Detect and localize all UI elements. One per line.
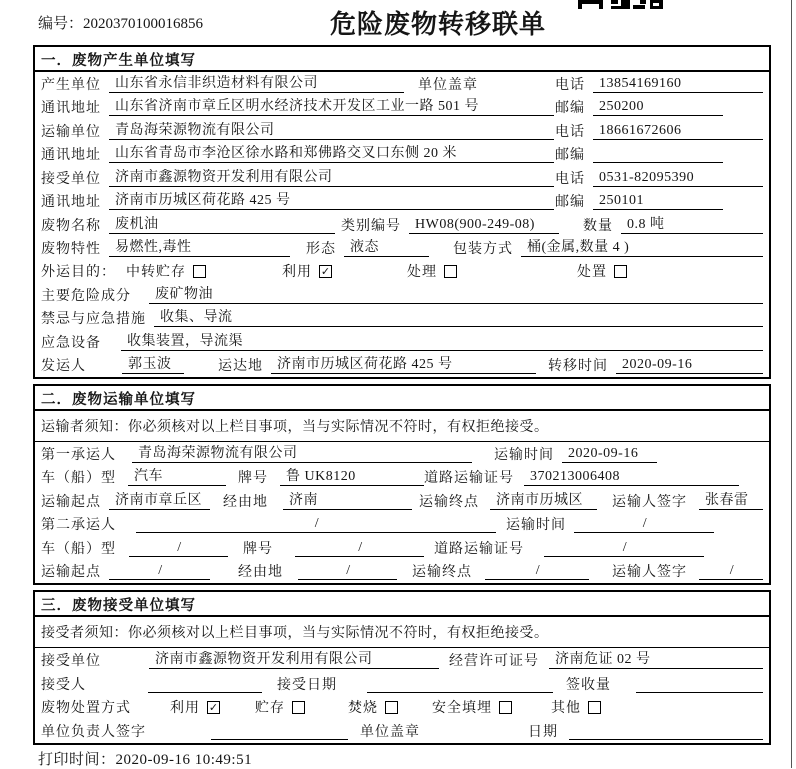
page-edge-line bbox=[791, 0, 792, 768]
carrier-sign-label: 运输人签字 bbox=[612, 494, 687, 510]
row-receiver bbox=[35, 166, 769, 189]
vehicle-label: 车（船）型 bbox=[41, 471, 116, 487]
option-label: 利用 bbox=[282, 265, 312, 281]
receive-unit-value: 济南市鑫源物资开发利用有限公司 bbox=[149, 651, 439, 669]
carrier2-permit-value: / bbox=[544, 539, 704, 557]
carrier1-sign-value: 张春雷 bbox=[699, 492, 763, 510]
recipient-value bbox=[148, 675, 262, 693]
packing-label: 包装方式 bbox=[453, 242, 513, 258]
row-carrier2 bbox=[35, 513, 769, 537]
producer-phone-value: 13854169160 bbox=[593, 75, 763, 93]
checkbox-dispose bbox=[614, 265, 627, 278]
receiver-zip-value: 250101 bbox=[593, 192, 723, 210]
terminus-label: 运输终点 bbox=[419, 494, 479, 510]
row-receiver-address bbox=[35, 189, 769, 212]
disposal-option-other bbox=[551, 697, 601, 717]
carrier-sign-label: 运输人签字 bbox=[612, 565, 687, 581]
carrier1-permit-value: 370213006408 bbox=[524, 468, 739, 486]
row-equipment bbox=[35, 330, 769, 353]
checkbox-utilize: ✓ bbox=[320, 264, 331, 278]
producer-address-value: 山东省济南市章丘区明水经济技术开发区工业一路 501 号 bbox=[109, 98, 554, 116]
option-label: 焚烧 bbox=[348, 701, 378, 717]
checkbox-transfer-storage bbox=[193, 265, 206, 278]
hazard-label: 主要危险成分 bbox=[41, 288, 131, 304]
purpose-option-treat bbox=[407, 261, 457, 281]
carrier1-plate-value: 鲁 UK8120 bbox=[280, 468, 424, 486]
purpose-option-dispose bbox=[577, 261, 627, 281]
row-receive-unit bbox=[35, 648, 769, 672]
section-transporter bbox=[33, 384, 771, 585]
equipment-value: 收集装置，导流渠 bbox=[121, 333, 763, 351]
road-permit-label: 道路运输证号 bbox=[424, 471, 514, 487]
waste-name-value: 废机油 bbox=[109, 216, 335, 234]
waste-name-label: 废物名称 bbox=[41, 218, 101, 234]
row-carrier1-route bbox=[35, 489, 769, 513]
plate-label: 牌号 bbox=[238, 471, 268, 487]
emergency-label: 禁忌与应急措施 bbox=[41, 312, 146, 328]
consignor-value: 郭玉波 bbox=[122, 356, 184, 374]
character-label: 废物特性 bbox=[41, 242, 101, 258]
seal-label: 单位盖章 bbox=[360, 725, 420, 741]
print-time-value: 2020-09-16 10:49:51 bbox=[115, 752, 253, 768]
option-label: 中转贮存 bbox=[126, 265, 186, 281]
date-label: 日期 bbox=[528, 725, 558, 741]
character-value: 易燃性,毒性 bbox=[109, 239, 290, 257]
section-receiver bbox=[33, 590, 771, 745]
carrier1-value: 青岛海荣源物流有限公司 bbox=[132, 445, 472, 463]
plate-label: 牌号 bbox=[243, 541, 273, 557]
origin-label: 运输起点 bbox=[41, 494, 101, 510]
row-carrier1 bbox=[35, 442, 769, 466]
checkbox-disposal-landfill bbox=[499, 701, 512, 714]
carrier2-origin-value: / bbox=[109, 562, 210, 580]
disposal-option-utilize bbox=[170, 697, 220, 717]
option-label: 利用 bbox=[170, 701, 200, 717]
checkbox-disposal-incinerate bbox=[385, 701, 398, 714]
final-date-value bbox=[569, 722, 763, 740]
purpose-option-utilize bbox=[282, 261, 332, 281]
transport-time-label: 运输时间 bbox=[494, 447, 554, 463]
category-label: 类别编号 bbox=[341, 218, 401, 234]
receiver-label: 接受单位 bbox=[41, 653, 101, 669]
page-title: 危险废物转移联单 bbox=[329, 10, 546, 39]
row-emergency bbox=[35, 307, 769, 330]
via-label: 经由地 bbox=[238, 565, 283, 581]
transport-time-label: 运输时间 bbox=[506, 518, 566, 534]
receiver-address-value: 济南市历城区荷花路 425 号 bbox=[109, 192, 554, 210]
disposal-label: 废物处置方式 bbox=[41, 701, 131, 717]
transporter-address-value: 山东省青岛市李沧区徐水路和郑佛路交叉口东侧 20 米 bbox=[109, 145, 554, 163]
checkbox-treat bbox=[444, 265, 457, 278]
transporter-phone-value: 18661672606 bbox=[593, 122, 763, 140]
row-carrier1-vehicle bbox=[35, 466, 769, 490]
producer-value: 山东省永信非织造材料有限公司 bbox=[109, 75, 404, 93]
equipment-label: 应急设备 bbox=[41, 335, 101, 351]
address-label: 通讯地址 bbox=[41, 195, 101, 211]
transporter-value: 青岛海荣源物流有限公司 bbox=[109, 122, 554, 140]
section-producer bbox=[33, 45, 771, 379]
row-purpose bbox=[35, 260, 769, 283]
section1-title: 一．废物产生单位填写 bbox=[35, 47, 769, 72]
option-label: 贮存 bbox=[255, 701, 285, 717]
qr-code-partial-icon bbox=[578, 0, 663, 9]
phone-label: 电话 bbox=[555, 124, 585, 140]
checkbox-disposal-other bbox=[588, 701, 601, 714]
row-carrier2-route bbox=[35, 560, 769, 584]
responsible-sign-value bbox=[211, 722, 348, 740]
carrier2-plate-value: / bbox=[295, 539, 424, 557]
option-label: 其他 bbox=[551, 701, 581, 717]
phone-label: 电话 bbox=[555, 171, 585, 187]
received-amount-label: 签收量 bbox=[566, 677, 611, 693]
option-label: 安全填埋 bbox=[432, 701, 492, 717]
row-producer bbox=[35, 72, 769, 95]
consignor-label: 发运人 bbox=[41, 359, 86, 375]
print-time bbox=[38, 748, 252, 769]
row-transporter bbox=[35, 119, 769, 142]
transfer-time-label: 转移时间 bbox=[548, 359, 608, 375]
form-label: 形态 bbox=[306, 242, 336, 258]
phone-label: 电话 bbox=[555, 77, 585, 93]
category-value: HW08(900-249-08) bbox=[409, 216, 559, 234]
carrier2-time-value: / bbox=[574, 515, 714, 533]
document-number-label: 编号： bbox=[38, 16, 84, 32]
origin-label: 运输起点 bbox=[41, 565, 101, 581]
form-value: 液态 bbox=[344, 239, 429, 257]
zip-label: 邮编 bbox=[555, 195, 585, 211]
carrier1-label: 第一承运人 bbox=[41, 447, 116, 463]
transporter-notice: 运输者须知：你必须核对以上栏目事项，当与实际情况不符时，有权拒绝接受。 bbox=[35, 411, 769, 442]
print-time-label: 打印时间： bbox=[38, 752, 116, 768]
row-transporter-address bbox=[35, 142, 769, 165]
destination-label: 运达地 bbox=[218, 359, 263, 375]
row-recipient bbox=[35, 672, 769, 696]
disposal-option-incinerate bbox=[348, 697, 398, 717]
carrier2-label: 第二承运人 bbox=[41, 518, 116, 534]
row-hazard bbox=[35, 283, 769, 306]
zip-label: 邮编 bbox=[555, 148, 585, 164]
row-carrier2-vehicle bbox=[35, 536, 769, 560]
recipient-label: 接受人 bbox=[41, 677, 86, 693]
address-label: 通讯地址 bbox=[41, 148, 101, 164]
disposal-option-storage bbox=[255, 697, 305, 717]
carrier1-end-value: 济南市历城区 bbox=[490, 492, 597, 510]
carrier1-vehicle-value: 汽车 bbox=[128, 468, 226, 486]
quantity-value: 0.8 吨 bbox=[621, 216, 763, 234]
hazard-value: 废矿物油 bbox=[149, 286, 763, 304]
row-waste-character bbox=[35, 236, 769, 259]
row-waste-name bbox=[35, 213, 769, 236]
producer-label: 产生单位 bbox=[41, 77, 101, 93]
carrier2-sign-value: / bbox=[699, 562, 763, 580]
carrier2-end-value: / bbox=[485, 562, 589, 580]
carrier1-origin-value: 济南市章丘区 bbox=[109, 492, 210, 510]
received-amount-value bbox=[636, 675, 763, 693]
carrier2-via-value: / bbox=[298, 562, 397, 580]
receiver-value: 济南市鑫源物资开发利用有限公司 bbox=[109, 169, 554, 187]
section2-title: 二．废物运输单位填写 bbox=[35, 386, 769, 411]
carrier1-time-value: 2020-09-16 bbox=[562, 445, 657, 463]
vehicle-label: 车（船）型 bbox=[41, 541, 116, 557]
responsible-sign-label: 单位负责人签字 bbox=[41, 725, 146, 741]
address-label: 通讯地址 bbox=[41, 101, 101, 117]
receive-date-label: 接受日期 bbox=[277, 677, 337, 693]
row-responsible-sign bbox=[35, 719, 769, 743]
row-disposal bbox=[35, 696, 769, 720]
option-label: 处置 bbox=[577, 265, 607, 281]
carrier2-value: / bbox=[136, 515, 496, 533]
emergency-value: 收集、导流 bbox=[154, 309, 763, 327]
checkbox-disposal-utilize: ✓ bbox=[208, 700, 219, 714]
receiver-phone-value: 0531-82095390 bbox=[593, 169, 763, 187]
purpose-label: 外运目的： bbox=[41, 265, 116, 281]
quantity-label: 数量 bbox=[583, 218, 613, 234]
option-label: 处理 bbox=[407, 265, 437, 281]
transporter-zip-value bbox=[593, 145, 723, 163]
via-label: 经由地 bbox=[223, 494, 268, 510]
seal-label: 单位盖章 bbox=[418, 77, 478, 93]
checkbox-disposal-storage bbox=[292, 701, 305, 714]
purpose-option-transfer-storage bbox=[126, 261, 206, 281]
producer-zip-value: 250200 bbox=[593, 98, 723, 116]
transfer-date-value: 2020-09-16 bbox=[616, 356, 763, 374]
license-value: 济南危证 02 号 bbox=[549, 651, 763, 669]
license-label: 经营许可证号 bbox=[449, 653, 539, 669]
carrier1-via-value: 济南 bbox=[283, 492, 412, 510]
document-number-value: 2020370100016856 bbox=[83, 16, 204, 32]
row-consignor bbox=[35, 354, 769, 377]
disposal-option-landfill bbox=[432, 697, 512, 717]
destination-value: 济南市历城区荷花路 425 号 bbox=[271, 356, 536, 374]
receive-date-value bbox=[367, 675, 553, 693]
terminus-label: 运输终点 bbox=[412, 565, 472, 581]
row-producer-address bbox=[35, 95, 769, 118]
transporter-label: 运输单位 bbox=[41, 124, 101, 140]
packing-value: 桶(金属,数量 4 ) bbox=[521, 239, 763, 257]
receiver-notice: 接受者须知：你必须核对以上栏目事项，当与实际情况不符时，有权拒绝接受。 bbox=[35, 617, 769, 648]
receiver-label: 接受单位 bbox=[41, 171, 101, 187]
carrier2-vehicle-value: / bbox=[129, 539, 228, 557]
section3-title: 三．废物接受单位填写 bbox=[35, 592, 769, 617]
zip-label: 邮编 bbox=[555, 101, 585, 117]
road-permit-label: 道路运输证号 bbox=[434, 541, 524, 557]
